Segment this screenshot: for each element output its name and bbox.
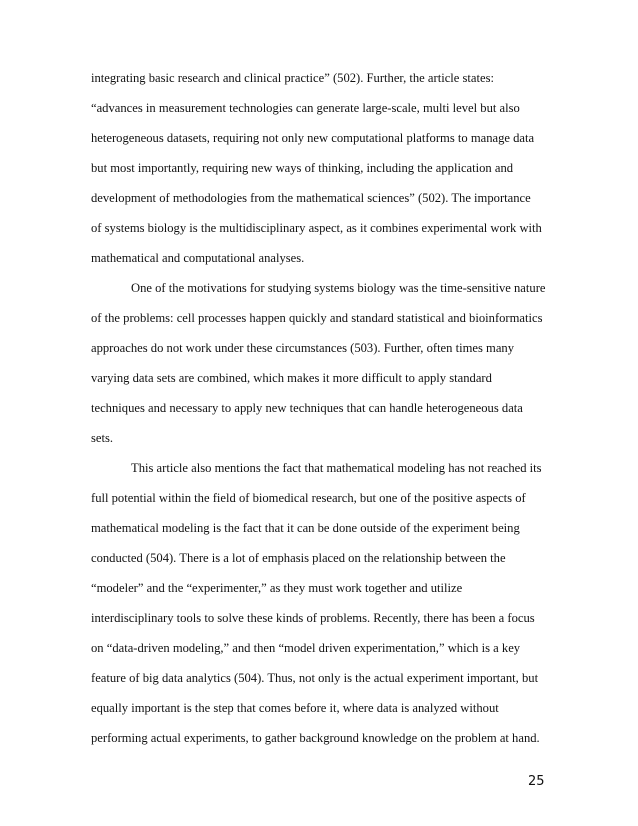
text-line-19: interdisciplinary tools to solve these kinds of problems. Recently, there has been a focus — [91, 611, 535, 625]
text-line-4: but most importantly, requiring new ways of thinking, including the application and — [91, 161, 514, 175]
page-number: 25 — [528, 774, 545, 789]
text-line-23: performing actual experiments, to gather background knowledge on the problem at hand. — [91, 731, 540, 745]
text-line-3: heterogeneous datasets, requiring not only new computational platforms to manage data — [91, 131, 535, 145]
text-line-18: “modeler” and the “experimenter,” as they must work together and utilize — [91, 581, 463, 595]
text-line-15: full potential within the field of biomedical research, but one of the positive aspects of — [91, 491, 526, 505]
text-line-10: approaches do not work under these circumstances (503). Further, often times many — [91, 341, 515, 355]
text-line-7: mathematical and computational analyses. — [91, 251, 305, 265]
text-line-8: One of the motivations for studying systems biology was the time-sensitive nature — [131, 281, 546, 295]
text-line-13: sets. — [91, 431, 114, 445]
text-line-12: techniques and necessary to apply new techniques that can handle heterogeneous data — [91, 401, 523, 415]
text-line-14: This article also mentions the fact that mathematical modeling has not reached its — [131, 461, 542, 475]
text-line-11: varying data sets are combined, which makes it more difficult to apply standard — [91, 371, 492, 385]
text-line-16: mathematical modeling is the fact that it can be done outside of the experiment being — [91, 521, 520, 535]
text-line-22: equally important is the step that comes before it, where data is analyzed without — [91, 701, 499, 715]
text-line-21: feature of big data analytics (504). Thus, not only is the actual experiment important, but — [91, 671, 539, 685]
text-line-9: of the problems: cell processes happen quickly and standard statistical and bioinformatics — [91, 311, 543, 325]
text-line-20: on “data-driven modeling,” and then “model driven experimentation,” which is a key — [91, 641, 521, 655]
text-line-1: integrating basic research and clinical practice” (502). Further, the article states: — [91, 71, 495, 85]
text-line-5: development of methodologies from the mathematical sciences” (502). The importance — [91, 191, 531, 205]
text-line-6: of systems biology is the multidisciplinary aspect, as it combines experimental work with — [91, 221, 542, 235]
text-line-2: “advances in measurement technologies can generate large-scale, multi level but also — [91, 101, 520, 115]
text-line-17: conducted (504). There is a lot of emphasis placed on the relationship between the — [91, 551, 506, 565]
